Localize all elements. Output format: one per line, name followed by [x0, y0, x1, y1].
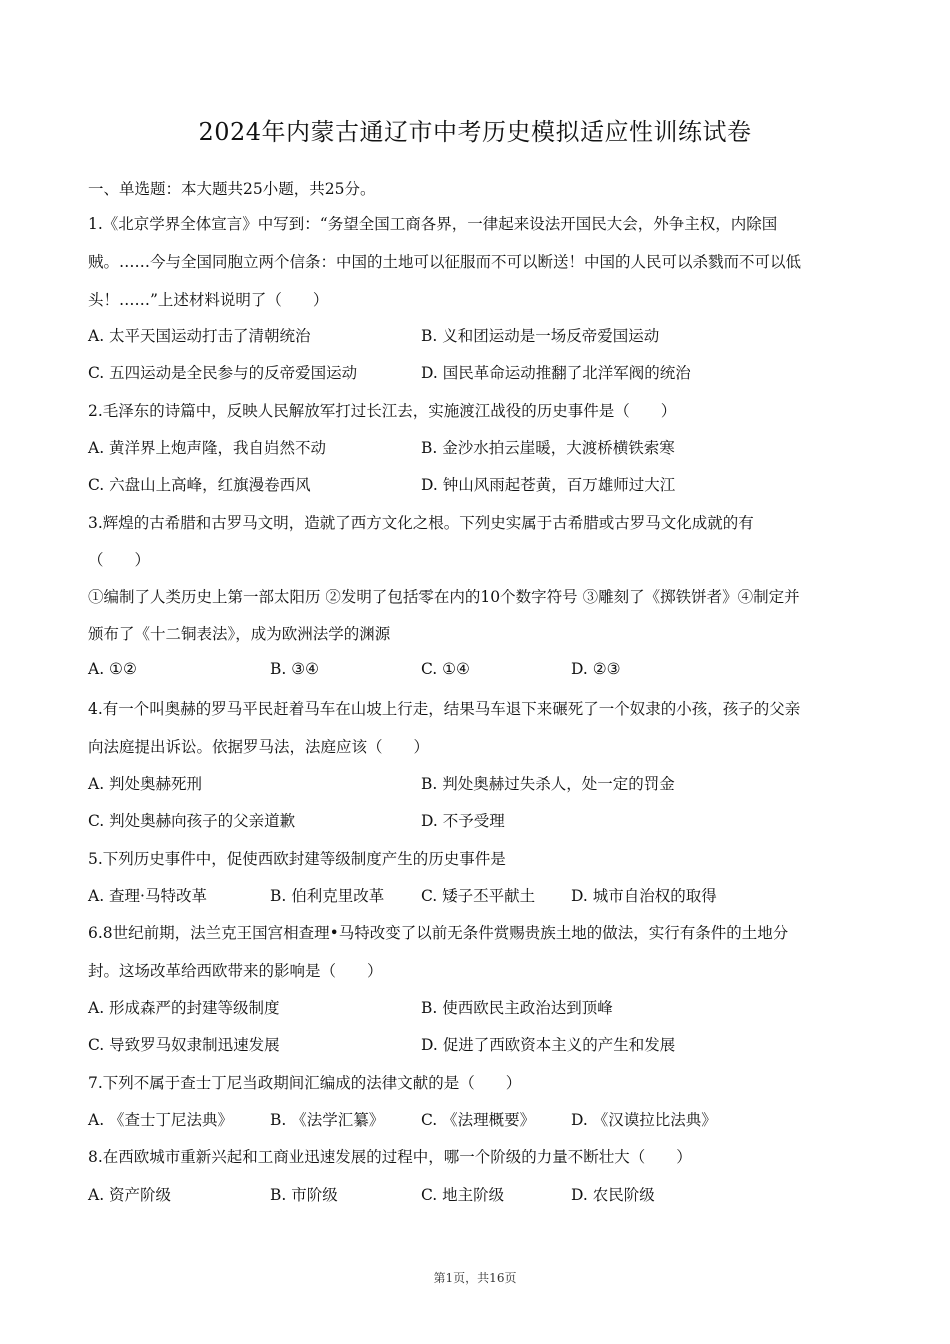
question-2-stem: 2.毛泽东的诗篇中，反映人民解放军打过长江去，实施渡江战役的历史事件是（ ）	[88, 402, 677, 420]
question-6-stem-line-2: 封。这场改革给西欧带来的影响是（ ）	[88, 962, 383, 980]
page-number-footer: 第1页，共16页	[433, 1271, 517, 1285]
question-6-option-b: B. 使西欧民主政治达到顶峰	[421, 999, 613, 1017]
question-1-option-d: D. 国民革命运动推翻了北洋军阀的统治	[421, 364, 691, 382]
question-2-option-c: C. 六盘山上高峰，红旗漫卷西风	[88, 476, 311, 494]
question-8-option-d: D. 农民阶级	[571, 1186, 655, 1204]
question-5-option-c: C. 矮子丕平献土	[421, 887, 536, 905]
question-1-option-c: C. 五四运动是全民参与的反帝爱国运动	[88, 364, 358, 382]
question-4-option-a: A. 判处奥赫死刑	[88, 775, 203, 793]
question-4-stem-line-1: 4.有一个叫奥赫的罗马平民赶着马车在山坡上行走，结果马车退下来碾死了一个奴隶的小孩，孩子的父亲	[88, 700, 801, 718]
question-6-stem-line-1: 6.8世纪前期，法兰克王国宫相查理•马特改变了以前无条件赏赐贵族土地的做法，实行有条件的土地分	[88, 924, 789, 942]
question-7-option-c: C. 《法理概要》	[421, 1111, 536, 1129]
question-3-option-d: D. ②③	[571, 660, 621, 678]
question-6-option-d: D. 促进了西欧资本主义的产生和发展	[421, 1036, 676, 1054]
question-7-option-a: A. 《查士丁尼法典》	[88, 1111, 234, 1129]
question-7-option-b: B. 《法学汇纂》	[270, 1111, 385, 1129]
question-3-option-b: B. ③④	[270, 660, 320, 678]
question-8-option-a: A. 资产阶级	[88, 1186, 172, 1204]
question-2-option-d: D. 钟山风雨起苍黄，百万雄师过大江	[421, 476, 676, 494]
question-4-option-b: B. 判处奥赫过失杀人，处一定的罚金	[421, 775, 675, 793]
question-5-option-b: B. 伯利克里改革	[270, 887, 385, 905]
section-heading: 一、单选题：本大题共25小题，共25分。	[88, 180, 376, 198]
question-4-option-c: C. 判处奥赫向孩子的父亲道歉	[88, 812, 296, 830]
question-2-option-a: A. 黄洋界上炮声隆，我自岿然不动	[88, 439, 327, 457]
question-8-option-c: C. 地主阶级	[421, 1186, 505, 1204]
question-3-stem-line-1: 3.辉煌的古希腊和古罗马文明，造就了西方文化之根。下列史实属于古希腊或古罗马文化成就的有	[88, 514, 754, 532]
question-3-option-a: A. ①②	[88, 660, 137, 678]
question-6-option-a: A. 形成森严的封建等级制度	[88, 999, 280, 1017]
question-8-stem: 8.在西欧城市重新兴起和工商业迅速发展的过程中，哪一个阶级的力量不断壮大（ ）	[88, 1148, 692, 1166]
question-1-option-b: B. 义和团运动是一场反帝爱国运动	[421, 327, 660, 345]
question-2-option-b: B. 金沙水拍云崖暖，大渡桥横铁索寒	[421, 439, 675, 457]
question-1-stem-line-3: 头！……”上述材料说明了（ ）	[88, 291, 329, 309]
question-5-option-a: A. 查理·马特改革	[88, 887, 207, 905]
question-3-option-c: C. ①④	[421, 660, 470, 678]
question-1-stem-line-1: 1.《北京学界全体宣言》中写到：“务望全国工商各界，一律起来设法开国民大会，外争主权，内除国	[88, 215, 778, 233]
question-3-stem-line-2: （ ）	[88, 551, 151, 569]
question-3-stem-line-3: ①编制了人类历史上第一部太阳历 ②发明了包括零在内的10个数字符号 ③雕刻了《掷铁饼者》④制定并	[88, 588, 800, 606]
question-1-option-a: A. 太平天国运动打击了清朝统治	[88, 327, 311, 345]
question-7-stem: 7.下列不属于查士丁尼当政期间汇编成的法律文献的是（ ）	[88, 1074, 522, 1092]
question-4-option-d: D. 不予受理	[421, 812, 505, 830]
page-title: 2024年内蒙古通辽市中考历史模拟适应性训练试卷	[198, 118, 752, 146]
question-5-option-d: D. 城市自治权的取得	[571, 887, 717, 905]
question-7-option-d: D. 《汉谟拉比法典》	[571, 1111, 717, 1129]
question-3-stem-line-4: 颁布了《十二铜表法》，成为欧洲法学的渊源	[88, 625, 391, 643]
question-5-stem: 5.下列历史事件中，促使西欧封建等级制度产生的历史事件是	[88, 850, 506, 868]
question-4-stem-line-2: 向法庭提出诉讼。依据罗马法，法庭应该（ ）	[88, 738, 430, 756]
question-8-option-b: B. 市阶级	[270, 1186, 338, 1204]
question-1-stem-line-2: 贼。……今与全国同胞立两个信条：中国的土地可以征服而不可以断送！中国的人民可以杀戮而不可以低	[88, 253, 802, 271]
question-6-option-c: C. 导致罗马奴隶制迅速发展	[88, 1036, 280, 1054]
